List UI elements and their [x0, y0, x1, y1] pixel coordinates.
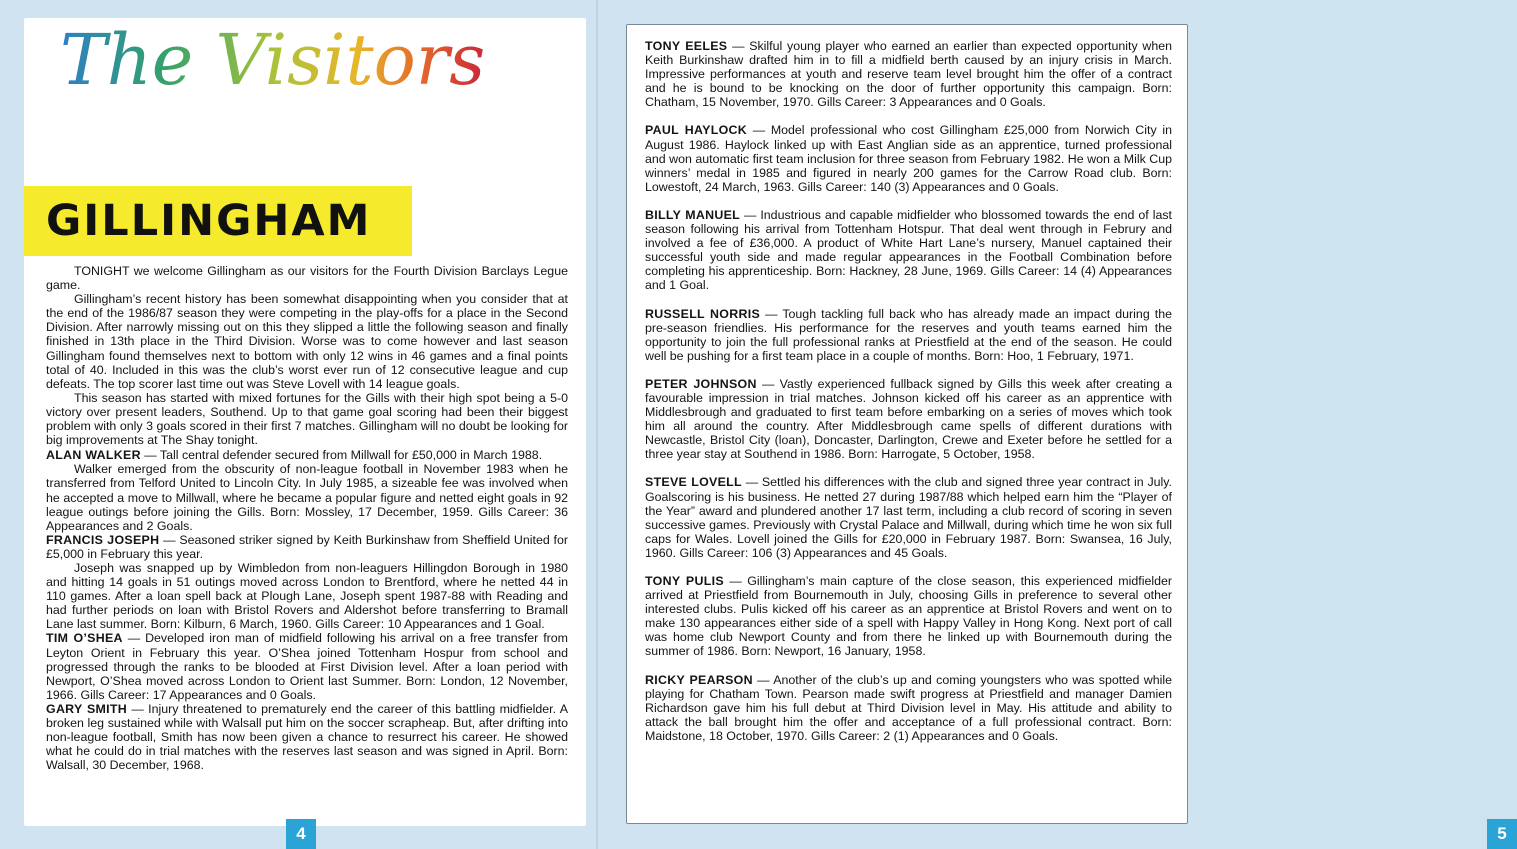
- player-name: PETER JOHNSON: [645, 376, 757, 391]
- player-text: Settled his differences with the club and signed three year contract in July. Goalscoring is his business. He netted 27 during 1987/88 which helped earn him the “Player of the Year” award and plundered another 17 last term, including a club record of scoring in seven successive games. Previously with Crystal Palace and Millwall, during which time he won six full caps for Wales. Lovell joined the Gills for £20,000 in February 1987. Born: Swansea, 16 July, 1960. Gills Career: 106 (3) Appearances and 45 Goals.: [645, 475, 1172, 560]
- right-article: [645, 39, 1172, 757]
- player-name: TONY PULIS: [645, 574, 724, 588]
- player-profile-continued: Walker emerged from the obscurity of non-league football in November 1983 when he transferred from Telford United to Lincoln City. In July 1985, a sizeable fee was involved when he accepted a move to Millwall, where he became a popular figure and netted eight goals in 92 league outings before joining the Gills. Born: Mossley, 17 December, 1959. Gills Career: 36 Appearances and 2 Goals.: [46, 462, 568, 533]
- player-profile: RUSSELL NORRIS — Tough tackling full back who has already made an impact during the pre-season friendlies. His performance for the reserves and youth teams earned him the opportunity to join the full professional ranks at Priestfield at the end of the season. He could well be pushing for a first team place in a couple of months. Born: Hoo, 1 February, 1971.: [645, 306, 1172, 363]
- player-text: Developed iron man of midfield following his arrival on a free transfer from Leyton Orient in February this year. O’Shea joined Tottenham Hospur from school and progressed through the ranks to be blooded at First Division level. After a loan period with Newport, O’Shea moved across London to Orient last Summer. Born: London, 12 November, 1966. Gills Career: 17 Appearances and 0 Goals.: [46, 631, 568, 702]
- the-visitors-script-title: [40, 6, 600, 196]
- player-text: Gillingham’s main capture of the close season, this experienced midfielder arrived at Priestfield from Bournemouth in July, choosing Gills in preference to several other interested clubs. Pulis kicked off his career as an apprentice at Bristol Rovers and went on to make 130 appearances either side of a spell with Happy Valley in Hong Kong. Next port of call was home club Newport County and from there he linked up with Bournemouth during the summer of 1986. Born: Newport, 16 January, 1958.: [645, 574, 1172, 659]
- player-profile: STEVE LOVELL — Settled his differences with the club and signed three year contract in July. Goalscoring is his business. He netted 27 during 1987/88 which helped earn him the “Player of the Year” award and plundered another 17 last term, including a club record of scoring in seven successive games. Previously with Crystal Palace and Millwall, during which time he won six full caps for Wales. Lovell joined the Gills for £20,000 in February 1987. Born: Swansea, 16 July, 1960. Gills Career: 106 (3) Appearances and 45 Goals.: [645, 475, 1172, 560]
- left-article: [46, 264, 568, 772]
- player-text: Injury threatened to prematurely end the career of this battling midfielder. A broken leg sustained while with Walsall put him on the soccer scrapheap. But, after drifting into non-league football, Smith has now been given a chance to resurrect his career. He showed what he could do in trial matches with the reserves last season and was signed in April. Born: Walsall, 30 December, 1968.: [46, 701, 569, 773]
- player-text: Model professional who cost Gillingham £25,000 from Norwich City in August 1986. Haylock linked up with East Anglian side as an apprentice, turned professional and won automatic first team inclusion for three season from February 1982. He won a Milk Cup winners’ medal in 1985 and figured in nearly 200 games for the Carrow Road club. Born: Lowestoft, 24 March, 1963. Gills Career: 140 (3) Appearances and 0 Goals.: [645, 123, 1172, 194]
- player-profile-continued: Joseph was snapped up by Wimbledon from non-leaguers Hillingdon Borough in 1980 and hitting 14 goals in 51 outings moved across London to Brentford, where he netted 44 in 110 games. After a loan spell back at Plough Lane, Joseph spent 1987-88 with Reading and had further periods on loan with Bristol Rovers and Aldershot before transferring to Bramall Lane last summer. Born: Kilburn, 6 March, 1960. Gills Career: 10 Appearances and 1 Goal.: [46, 560, 568, 632]
- player-profile: GARY SMITH — Injury threatened to prematurely end the career of this battling midfielder. A broken leg sustained while with Walsall put him on the soccer scrapheap. But, after drifting into non-league football, Smith has now been given a chance to resurrect his career. He showed what he could do in trial matches with the reserves last season and was signed in April. Born: Walsall, 30 December, 1968.: [46, 701, 569, 773]
- player-profile: TONY PULIS — Gillingham’s main capture of the close season, this experienced midfielder arrived at Priestfield from Bournemouth in July, choosing Gills in preference to several other interested clubs. Pulis kicked off his career as an apprentice at Bristol Rovers and went on to make 130 appearances either side of a spell with Happy Valley in Hong Kong. Next port of call was home club Newport County and from there he linked up with Bournemouth during the summer of 1986. Born: Newport, 16 January, 1958.: [645, 574, 1172, 659]
- player-profile: ALAN WALKER — Tall central defender secured from Millwall for £50,000 in March 1988.: [46, 448, 543, 463]
- intro-paragraph-1: TONIGHT we welcome Gillingham as our visitors for the Fourth Division Barclays Legue game.: [46, 264, 568, 293]
- player-text: Vastly experienced fullback signed by Gills this week after creating a favourable impression in trial matches. Johnson kicked off his career as an apprentice with Middlesbrough and graduated to first team before embarking on a series of moves which took him all around the country. After Middlesbrough came spells of different durations with Newcastle, Bristol City (loan), Doncaster, Darlington, Crewe and Exeter before he settled for a three year stay at Southend in 1986. Born: Harrogate, 5 October, 1958.: [645, 376, 1172, 462]
- right-page: [600, 0, 1507, 849]
- player-text: Industrious and capable midfielder who blossomed towards the end of last season following his arrival from Tottenham Hotspur. That deal went through in Februry and involved a fee of £36,000. A product of White Hart Lane’s nursery, Manuel captained their successful youth side and made regular appearances in the Football Combination before completing his apprenticeship. Born: Hackney, 28 June, 1969. Gills Career: 14 (4) Appearances and 1 Goal.: [645, 207, 1172, 293]
- player-name: RUSSELL NORRIS: [645, 306, 761, 321]
- player-profile: TIM O’SHEA — Developed iron man of midfield following his arrival on a free transfer from Leyton Orient in February this year. O’Shea joined Tottenham Hospur from school and progressed through the ranks to be blooded at First Division level. After a loan period with Newport, O’Shea moved across London to Orient last Summer. Born: London, 12 November, 1966. Gills Career: 17 Appearances and 0 Goals.: [46, 631, 568, 702]
- player-name: FRANCIS JOSEPH: [46, 532, 160, 547]
- player-profile: PETER JOHNSON — Vastly experienced fullback signed by Gills this week after creating a favourable impression in trial matches. Johnson kicked off his career as an apprentice with Middlesbrough and graduated to first team before embarking on a series of moves which took him all around the country. After Middlesbrough came spells of different durations with Newcastle, Bristol City (loan), Doncaster, Darlington, Crewe and Exeter before he settled for a three year stay at Southend in 1986. Born: Harrogate, 5 October, 1958.: [645, 376, 1172, 462]
- player-text: Skilful young player who earned an earlier than expected opportunity when Keith Burkinshaw drafted him in to fill a midfield berth caused by an injury crisis in March. Impressive performances at youth and reserve team level brought him the offer of a contract and he is bound to be knocking on the door of further opportunity this campaign. Born: Chatham, 15 November, 1970. Gills Career: 3 Appearances and 0 Goals.: [645, 39, 1173, 110]
- player-profile: BILLY MANUEL — Industrious and capable midfielder who blossomed towards the end of last season following his arrival from Tottenham Hotspur. That deal went through in Februry and involved a fee of £36,000. A product of White Hart Lane’s nursery, Manuel captained their successful youth side and made regular appearances in the Football Combination before completing his apprenticeship. Born: Hackney, 28 June, 1969. Gills Career: 14 (4) Appearances and 1 Goal.: [645, 207, 1172, 293]
- player-text: Tall central defender secured from Millwall for £50,000 in March 1988.: [159, 448, 543, 463]
- intro-paragraph-2: Gillingham’s recent history has been somewhat disappointing when you consider that at the end of the 1986/87 season they were competing in the play-offs for a place in the Second Division. After narrowly missing out on this they slipped a little the following season and finally finished in 13th place in the Third Division. Worse was to come however and last season Gillingham found themselves next to bottom with only 12 wins in 46 games and a final points total of 40. Included in this was the club’s worst ever run of 12 consecutive league and cup defeats. The top scorer last time out was Steve Lovell with 14 league goals.: [46, 292, 568, 391]
- left-page: [0, 0, 600, 849]
- title-the: The Visitors: [60, 19, 486, 101]
- player-name: TIM O’SHEA: [46, 631, 123, 646]
- player-profile: PAUL HAYLOCK — Model professional who cost Gillingham £25,000 from Norwich City in August 1986. Haylock linked up with East Anglian side as an apprentice, turned professional and won automatic first team inclusion for three season from February 1982. He won a Milk Cup winners’ medal in 1985 and figured in nearly 200 games for the Carrow Road club. Born: Lowestoft, 24 March, 1963. Gills Career: 140 (3) Appearances and 0 Goals.: [645, 123, 1172, 194]
- club-name-banner: [24, 186, 412, 256]
- player-profile: RICKY PEARSON — Another of the club’s up and coming youngsters who was spotted while playing for Chatham Town. Pearson made swift progress at Priestfield and manager Damien Richardson gave him his full debut at Third Division level in May. His attitude and ability to attack the ball brought him the offer and acceptance of a full professional contract. Born: Maidstone, 18 October, 1970. Gills Career: 2 (1) Appearances and 0 Goals.: [645, 672, 1172, 743]
- player-profile: FRANCIS JOSEPH — Seasoned striker signed by Keith Burkinshaw from Sheffield United for £5,000 in February this year.: [46, 532, 569, 561]
- player-name: RICKY PEARSON: [645, 672, 753, 687]
- player-name: PAUL HAYLOCK: [645, 123, 748, 138]
- intro-paragraph-3: This season has started with mixed fortunes for the Gills with their high spot being a 5-0 victory over present leaders, Southend. Up to that game goal scoring had been their biggest problem with only 3 goals scored in their first 7 matches. Gillingham will no doubt be looking for big improvements at The Shay tonight.: [46, 390, 568, 448]
- player-name: TONY EELES: [645, 39, 728, 53]
- player-profile: TONY EELES — Skilful young player who earned an earlier than expected opportunity when Keith Burkinshaw drafted him in to fill a midfield berth caused by an injury crisis in March. Impressive performances at youth and reserve team level brought him the offer of a contract and he is bound to be knocking on the door of further opportunity this campaign. Born: Chatham, 15 November, 1970. Gills Career: 3 Appearances and 0 Goals.: [645, 39, 1173, 110]
- player-name: GARY SMITH: [46, 701, 128, 716]
- player-text: Another of the club’s up and coming youngsters who was spotted while playing for Chatham Town. Pearson made swift progress at Priestfield and manager Damien Richardson gave him his full debut at Third Division level in May. His attitude and ability to attack the ball brought him the offer and acceptance of a full professional contract. Born: Maidstone, 18 October, 1970. Gills Career: 2 (1) Appearances and 0 Goals.: [645, 672, 1172, 743]
- page-number-left: 4: [286, 819, 316, 849]
- player-name: ALAN WALKER: [46, 448, 141, 463]
- player-name: BILLY MANUEL: [645, 207, 740, 222]
- player-text: Tough tackling full back who has already made an impact during the pre-season friendlies. His performance for the reserves and youth teams earned him the opportunity to join the full professional ranks at Priestfield at the end of the season. He could well be pushing for a first team place in a couple of months. Born: Hoo, 1 February, 1971.: [645, 306, 1172, 363]
- page-number-right: 5: [1487, 819, 1517, 849]
- player-name: STEVE LOVELL: [645, 475, 742, 490]
- club-name: GILLINGHAM: [46, 196, 372, 246]
- player-text: Seasoned striker signed by Keith Burkinshaw from Sheffield United for £5,000 in February this year.: [46, 532, 569, 561]
- right-content-panel: [626, 24, 1188, 824]
